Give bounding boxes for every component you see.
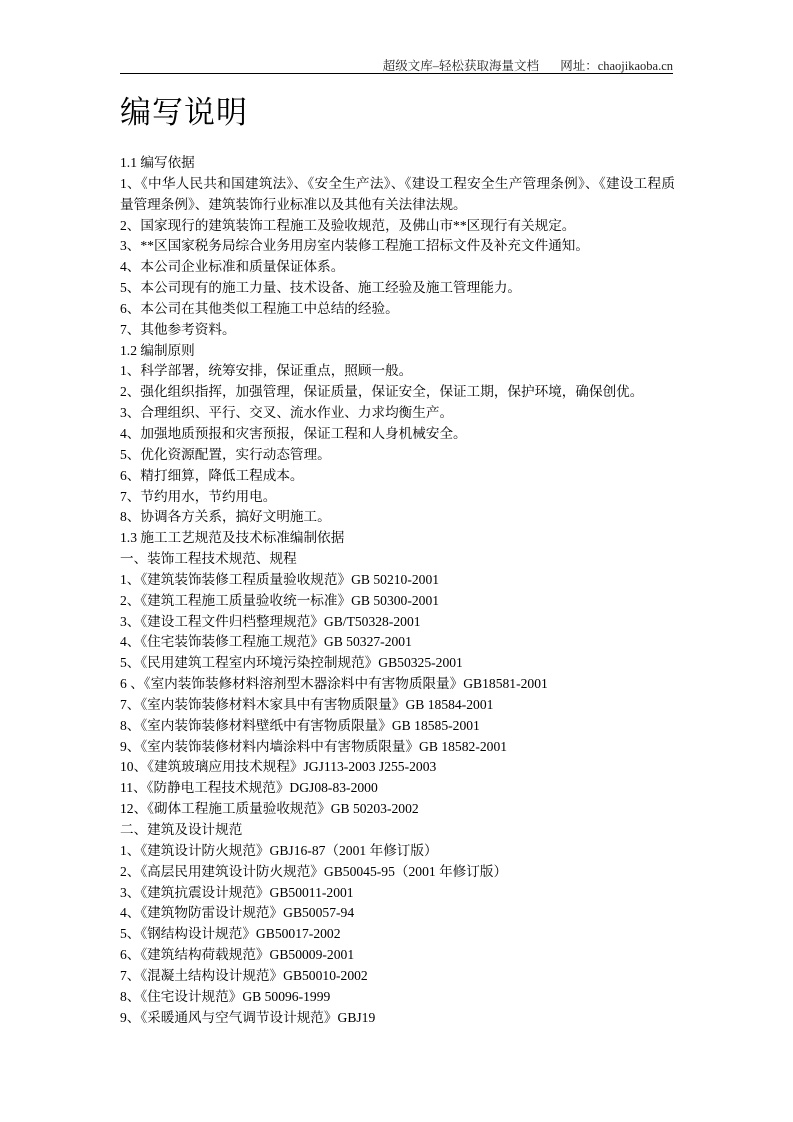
header-url: 网址：chaojikaoba.cn xyxy=(560,59,673,73)
section-heading: 1.2 编制原则 xyxy=(120,342,195,358)
list-item: 2、强化组织指挥，加强管理，保证质量，保证安全，保证工期，保护环境，确保创优。 xyxy=(120,384,644,400)
header-rule xyxy=(120,73,673,74)
list-item: 6 、《室内装饰装修材料溶剂型木器涂料中有害物质限量》GB18581-2001 xyxy=(120,676,548,692)
section-heading: 1.1 编写依据 xyxy=(120,155,195,170)
page-header xyxy=(120,56,673,74)
list-item: 3、合理组织、平行、交叉、流水作业、力求均衡生产。 xyxy=(120,405,454,421)
list-item: 4、《建筑物防雷设计规范》GB50057-94 xyxy=(120,905,355,921)
section-heading: 一、装饰工程技术规范、规程 xyxy=(120,551,297,567)
list-item: 1、《建筑设计防火规范》GBJ16-87（2001 年修订版） xyxy=(120,842,438,858)
list-item: 11、《防静电工程技术规范》DGJ08-83-2000 xyxy=(120,780,378,796)
header-site-name: 超级文库–轻松获取海量文档 xyxy=(382,59,540,73)
list-item: 1、《中华人民共和国建筑法》、《安全生产法》、《建设工程安全生产管理条例》、《建设工程质量管理条例》、建筑装饰行业标准以及其他有关法律法规。 xyxy=(120,175,675,212)
list-item: 5、《钢结构设计规范》GB50017-2002 xyxy=(120,926,341,942)
list-item: 12、《砌体工程施工质量验收规范》GB 50203-2002 xyxy=(120,801,419,817)
list-item: 7、其他参考资料。 xyxy=(120,321,236,337)
section-heading: 二、建筑及设计规范 xyxy=(120,822,243,837)
list-item: 1、科学部署，统筹安排，保证重点，照顾一般。 xyxy=(120,363,413,379)
section-heading: 1.3 施工工艺规范及技术标准编制依据 xyxy=(120,530,345,546)
document-body xyxy=(120,153,675,1028)
list-item: 5、《民用建筑工程室内环境污染控制规范》GB50325-2001 xyxy=(120,655,463,671)
list-item: 9、《室内装饰装修材料内墙涂料中有害物质限量》GB 18582-2001 xyxy=(120,738,508,754)
list-item: 3、**区国家税务局综合业务用房室内装修工程施工招标文件及补充文件通知。 xyxy=(120,238,589,254)
list-item: 7、节约用水，节约用电。 xyxy=(120,488,277,504)
list-item: 7、《混凝土结构设计规范》GB50010-2002 xyxy=(120,967,368,983)
list-item: 7、《室内装饰装修材料木家具中有害物质限量》GB 18584-2001 xyxy=(120,696,494,712)
list-item: 8、协调各方关系，搞好文明施工。 xyxy=(120,509,331,525)
list-item: 2、《建筑工程施工质量验收统一标准》GB 50300-2001 xyxy=(120,592,440,608)
document-title: 编写说明 xyxy=(120,95,248,130)
list-item: 3、《建设工程文件归档整理规范》GB/T50328-2001 xyxy=(120,613,421,629)
list-item: 3、《建筑抗震设计规范》GB50011-2001 xyxy=(120,884,354,900)
list-item: 2、国家现行的建筑装饰工程施工及验收规范，及佛山市**区现行有关规定。 xyxy=(120,217,576,233)
list-item: 4、《住宅装饰装修工程施工规范》GB 50327-2001 xyxy=(120,634,412,650)
list-item: 6、本公司在其他类似工程施工中总结的经验。 xyxy=(120,300,399,316)
list-item: 10、《建筑玻璃应用技术规程》JGJ113-2003 J255-2003 xyxy=(120,759,437,775)
list-item: 5、本公司现有的施工力量、技术设备、施工经验及施工管理能力。 xyxy=(120,280,522,296)
list-item: 2、《高层民用建筑设计防火规范》GB50045-95（2001 年修订版） xyxy=(120,863,508,879)
list-item: 6、精打细算，降低工程成本。 xyxy=(120,467,304,483)
list-item: 5、优化资源配置，实行动态管理。 xyxy=(120,446,331,462)
list-item: 1、《建筑装饰装修工程质量验收规范》GB 50210-2001 xyxy=(120,571,440,587)
list-item: 9、《采暖通风与空气调节设计规范》GBJ19 xyxy=(120,1009,376,1025)
list-item: 6、《建筑结构荷载规范》GB50009-2001 xyxy=(120,947,355,963)
list-item: 4、加强地质预报和灾害预报，保证工程和人身机械安全。 xyxy=(120,425,467,441)
list-item: 8、《室内装饰装修材料壁纸中有害物质限量》GB 18585-2001 xyxy=(120,717,480,733)
list-item: 8、《住宅设计规范》GB 50096-1999 xyxy=(120,988,331,1004)
list-item: 4、本公司企业标准和质量保证体系。 xyxy=(120,259,345,275)
